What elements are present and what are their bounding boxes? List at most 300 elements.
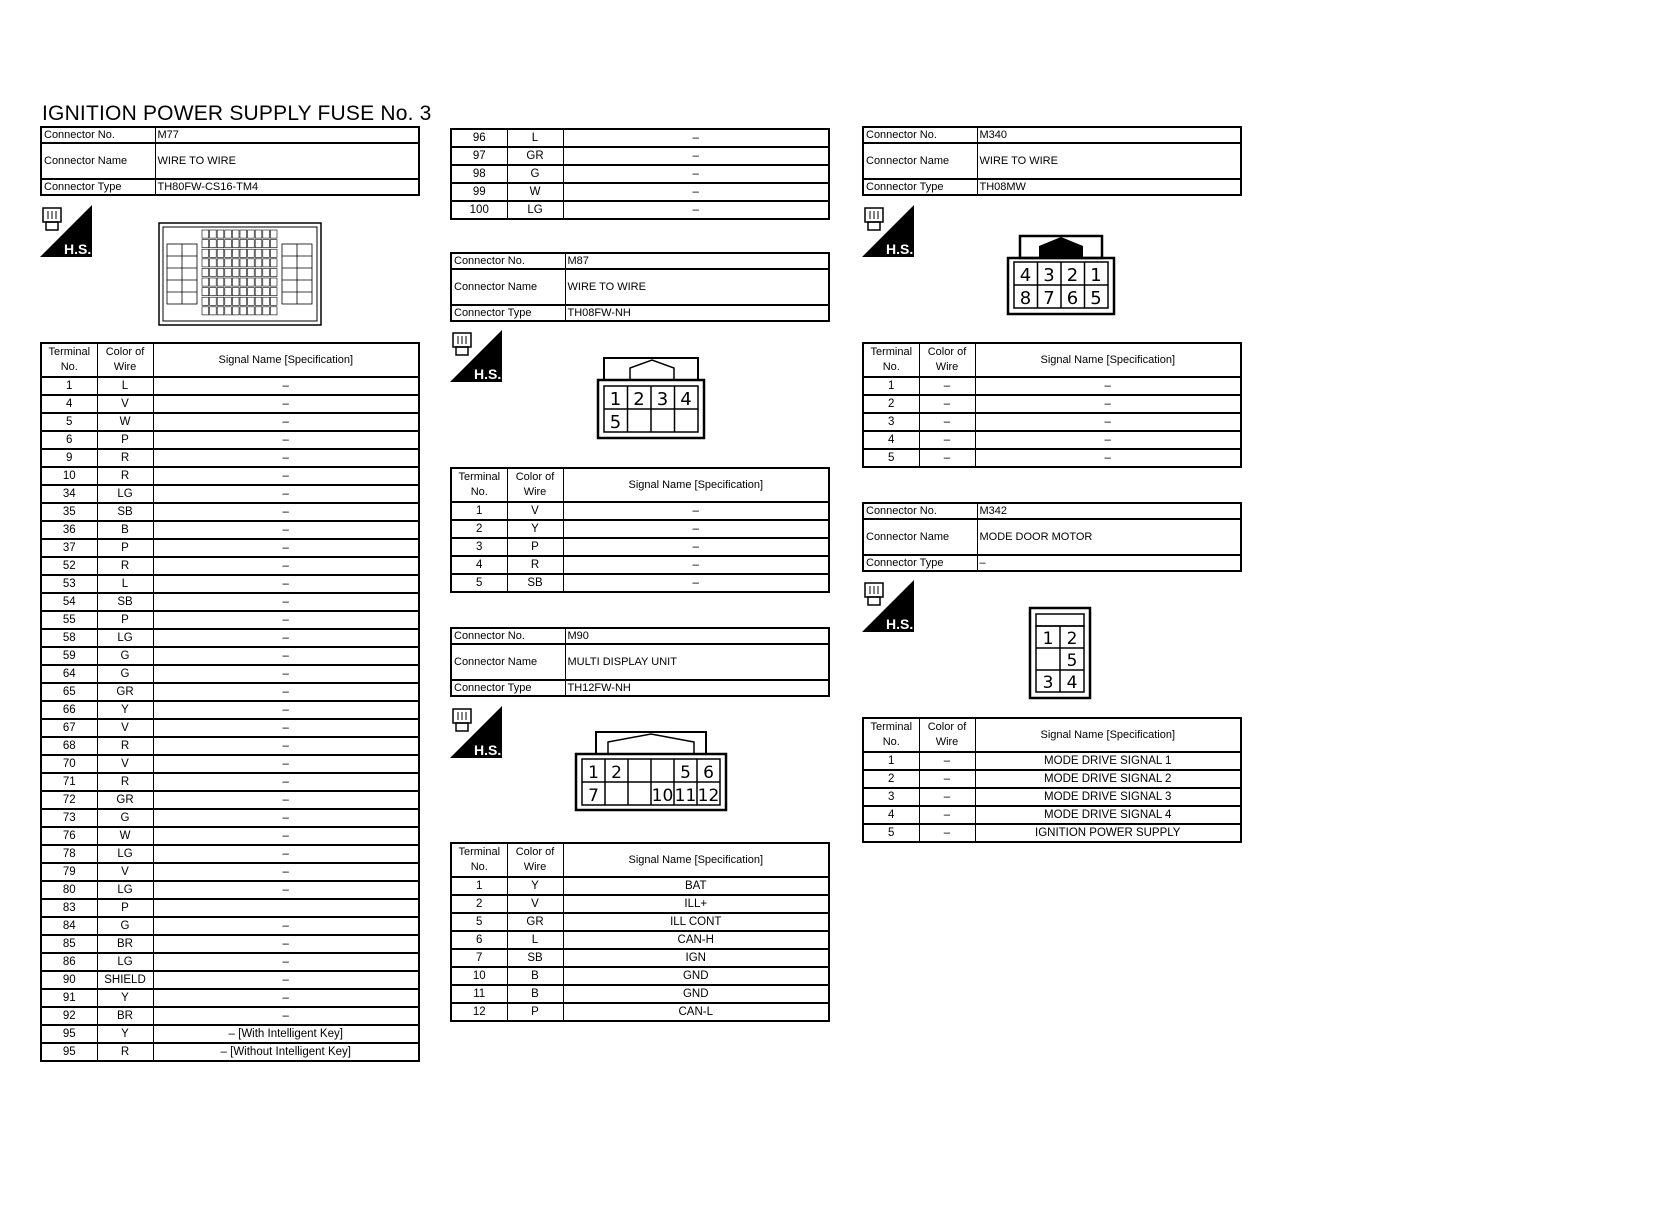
- wire-color-cell: SB: [507, 574, 563, 592]
- signal-name-cell: –: [153, 827, 419, 845]
- signal-name-cell: –: [153, 449, 419, 467]
- connector-type-value: TH80FW-CS16-TM4: [155, 179, 419, 195]
- wire-color-cell: SB: [507, 949, 563, 967]
- wire-color-cell: R: [97, 557, 153, 575]
- wire-color-cell: –: [919, 770, 975, 788]
- connector-face-m340: [1006, 234, 1116, 316]
- signal-name-cell: –: [153, 791, 419, 809]
- pin-label: 12: [697, 786, 720, 806]
- terminal-no-cell: 92: [41, 1007, 97, 1025]
- table-row: [41, 1007, 419, 1025]
- cavity-cell: [255, 259, 262, 267]
- label-connector-type: Connector Type: [863, 179, 977, 195]
- signal-name-cell: –: [153, 575, 419, 593]
- terminal-no-cell: 99: [451, 183, 507, 201]
- signal-name-cell: –: [153, 845, 419, 863]
- signal-name-cell: –: [153, 989, 419, 1007]
- table-row: [451, 1003, 829, 1021]
- signal-name-cell: –: [153, 935, 419, 953]
- signal-name-cell: GND: [563, 985, 829, 1003]
- cavity-cell: [255, 297, 262, 305]
- header-signal-name: Signal Name [Specification]: [153, 343, 419, 377]
- connector-name-value: WIRE TO WIRE: [155, 143, 419, 179]
- wire-color-cell: V: [507, 895, 563, 913]
- cavity-cell: [217, 240, 224, 248]
- label-connector-no: Connector No.: [863, 503, 977, 519]
- signal-name-cell: MODE DRIVE SIGNAL 4: [975, 806, 1241, 824]
- connector-no-value: M87: [565, 253, 829, 269]
- signal-name-cell: –: [153, 485, 419, 503]
- wire-color-cell: R: [507, 556, 563, 574]
- table-row: [451, 502, 829, 520]
- connector-no-value: M77: [155, 127, 419, 143]
- cavity-cell: [255, 288, 262, 296]
- terminal-no-cell: 64: [41, 665, 97, 683]
- table-row: [451, 165, 829, 183]
- cavity-cell: [225, 278, 232, 286]
- pin-label: 6: [703, 763, 714, 783]
- table-row: [41, 1025, 419, 1043]
- wire-color-cell: –: [919, 377, 975, 395]
- terminal-no-cell: 6: [41, 431, 97, 449]
- signal-name-cell: –: [563, 165, 829, 183]
- connector-info-m87: [450, 252, 830, 322]
- terminal-no-cell: 70: [41, 755, 97, 773]
- label-connector-no: Connector No.: [451, 253, 565, 269]
- wire-color-cell: GR: [507, 147, 563, 165]
- table-row: [41, 467, 419, 485]
- cavity-cell: [202, 230, 209, 238]
- cavity-cell: [232, 240, 239, 248]
- table-row: [863, 395, 1241, 413]
- cavity-cell: [232, 259, 239, 267]
- table-row: [41, 935, 419, 953]
- header-terminal-no: Terminal No.: [863, 343, 919, 377]
- terminal-no-cell: 5: [451, 913, 507, 931]
- signal-name-cell: –: [153, 539, 419, 557]
- header-color-of-wire: Color of Wire: [507, 843, 563, 877]
- cavity-cell: [232, 288, 239, 296]
- table-row: [41, 719, 419, 737]
- terminal-no-cell: 78: [41, 845, 97, 863]
- table-row: [41, 1043, 419, 1061]
- terminal-no-cell: 67: [41, 719, 97, 737]
- terminal-no-cell: 66: [41, 701, 97, 719]
- wire-color-cell: V: [97, 863, 153, 881]
- cavity-cell: [225, 230, 232, 238]
- wire-color-cell: V: [97, 755, 153, 773]
- cavity-cell: [217, 230, 224, 238]
- connector-type-value: TH12FW-NH: [565, 680, 829, 696]
- label-connector-name: Connector Name: [863, 143, 977, 179]
- cavity-cell: [240, 230, 247, 238]
- pin-label: 4: [680, 389, 692, 410]
- label-connector-type: Connector Type: [41, 179, 155, 195]
- signal-name-cell: IGN: [563, 949, 829, 967]
- signal-name-cell: –: [153, 773, 419, 791]
- cavity-cell: [240, 307, 247, 315]
- terminal-no-cell: 7: [451, 949, 507, 967]
- cavity-cell: [263, 230, 270, 238]
- hs-label: H.S.: [474, 366, 502, 382]
- signal-name-cell: [153, 899, 419, 917]
- terminal-no-cell: 3: [863, 788, 919, 806]
- connector-type-value: TH08MW: [977, 179, 1241, 195]
- page-title: IGNITION POWER SUPPLY FUSE No. 3: [42, 102, 432, 125]
- cavity-cell: [210, 297, 217, 305]
- header-signal-name: Signal Name [Specification]: [975, 343, 1241, 377]
- terminal-no-cell: 3: [863, 413, 919, 431]
- terminal-no-cell: 6: [451, 931, 507, 949]
- cavity-cell: [263, 307, 270, 315]
- table-row: [41, 737, 419, 755]
- terminal-no-cell: 100: [451, 201, 507, 219]
- header-color-of-wire: Color of Wire: [919, 343, 975, 377]
- table-row: [41, 539, 419, 557]
- cavity-cell: [210, 278, 217, 286]
- cavity-cell: [232, 249, 239, 257]
- connector-name-value: MODE DOOR MOTOR: [977, 519, 1241, 555]
- signal-name-cell: –: [153, 683, 419, 701]
- harness-side-icon: [862, 205, 914, 257]
- cavity-cell: [263, 297, 270, 305]
- signal-name-cell: –: [153, 395, 419, 413]
- terminal-no-cell: 96: [451, 129, 507, 147]
- terminal-no-cell: 65: [41, 683, 97, 701]
- cavity-cell: [240, 278, 247, 286]
- wire-color-cell: Y: [507, 877, 563, 895]
- wire-color-cell: SB: [97, 593, 153, 611]
- terminal-no-cell: 2: [863, 770, 919, 788]
- terminal-no-cell: 59: [41, 647, 97, 665]
- terminal-no-cell: 95: [41, 1043, 97, 1061]
- table-row: [41, 953, 419, 971]
- pin-label: 1: [1090, 265, 1102, 286]
- harness-side-icon: [450, 330, 502, 382]
- harness-side-icon: [40, 205, 92, 257]
- table-row: [451, 201, 829, 219]
- wire-color-cell: LG: [507, 201, 563, 219]
- hs-label: H.S.: [474, 742, 502, 758]
- table-row: [41, 971, 419, 989]
- cavity-cell: [217, 307, 224, 315]
- pin-label: 2: [633, 389, 645, 410]
- signal-name-cell: –: [563, 129, 829, 147]
- terminal-no-cell: 55: [41, 611, 97, 629]
- wire-color-cell: P: [97, 539, 153, 557]
- signal-table-m77: [40, 342, 420, 1062]
- table-row: [41, 593, 419, 611]
- label-connector-type: Connector Type: [863, 555, 977, 571]
- signal-name-cell: CAN-L: [563, 1003, 829, 1021]
- table-row: [41, 575, 419, 593]
- wire-color-cell: LG: [97, 881, 153, 899]
- table-row: [41, 863, 419, 881]
- table-row: [41, 755, 419, 773]
- signal-name-cell: ILL CONT: [563, 913, 829, 931]
- terminal-no-cell: 2: [451, 895, 507, 913]
- table-row: [41, 809, 419, 827]
- terminal-no-cell: 1: [41, 377, 97, 395]
- table-row: [451, 538, 829, 556]
- pin-label: 2: [1066, 265, 1079, 286]
- terminal-no-cell: 36: [41, 521, 97, 539]
- signal-name-cell: –: [975, 449, 1241, 467]
- connector-info-m77: [40, 126, 420, 196]
- signal-name-cell: –: [563, 201, 829, 219]
- table-row: [41, 917, 419, 935]
- cavity-cell: [248, 249, 255, 257]
- wire-color-cell: G: [97, 647, 153, 665]
- pin-label: 11: [674, 786, 697, 806]
- wire-color-cell: R: [97, 737, 153, 755]
- wire-color-cell: V: [97, 719, 153, 737]
- cavity-cell: [263, 249, 270, 257]
- terminal-no-cell: 1: [863, 752, 919, 770]
- cavity-cell: [225, 268, 232, 276]
- signal-name-cell: –: [153, 377, 419, 395]
- wire-color-cell: SB: [97, 503, 153, 521]
- table-row: [41, 683, 419, 701]
- wire-color-cell: Y: [97, 989, 153, 1007]
- cavity-cell: [240, 268, 247, 276]
- table-row: [41, 431, 419, 449]
- cavity-cell: [232, 268, 239, 276]
- cavity-cell: [248, 278, 255, 286]
- wire-color-cell: –: [919, 395, 975, 413]
- cavity-cell: [225, 288, 232, 296]
- pin-label: 5: [609, 412, 622, 433]
- table-row: [451, 183, 829, 201]
- table-row: [863, 377, 1241, 395]
- table-row: [451, 895, 829, 913]
- connector-type-value: –: [977, 555, 1241, 571]
- wire-color-cell: LG: [97, 629, 153, 647]
- terminal-no-cell: 73: [41, 809, 97, 827]
- label-connector-type: Connector Type: [451, 680, 565, 696]
- terminal-no-cell: 86: [41, 953, 97, 971]
- cavity-cell: [217, 249, 224, 257]
- table-row: [41, 521, 419, 539]
- terminal-no-cell: 5: [863, 449, 919, 467]
- connector-face-m87: [596, 356, 706, 440]
- terminal-no-cell: 80: [41, 881, 97, 899]
- terminal-no-cell: 79: [41, 863, 97, 881]
- signal-name-cell: –: [563, 502, 829, 520]
- cavity-cell: [263, 259, 270, 267]
- terminal-no-cell: 52: [41, 557, 97, 575]
- terminal-no-cell: 5: [451, 574, 507, 592]
- wire-color-cell: G: [97, 809, 153, 827]
- wire-color-cell: BR: [97, 1007, 153, 1025]
- signal-name-cell: –: [153, 1007, 419, 1025]
- wire-color-cell: GR: [97, 683, 153, 701]
- wire-color-cell: –: [919, 824, 975, 842]
- wire-color-cell: –: [919, 806, 975, 824]
- wire-color-cell: –: [919, 752, 975, 770]
- terminal-no-cell: 11: [451, 985, 507, 1003]
- terminal-no-cell: 1: [451, 502, 507, 520]
- table-row: [451, 556, 829, 574]
- cavity-cell: [248, 297, 255, 305]
- terminal-no-cell: 2: [451, 520, 507, 538]
- cavity-cell: [217, 278, 224, 286]
- wire-color-cell: L: [97, 377, 153, 395]
- terminal-no-cell: 90: [41, 971, 97, 989]
- table-row: [863, 431, 1241, 449]
- terminal-no-cell: 4: [863, 431, 919, 449]
- signal-table-m77-continued: [450, 128, 830, 220]
- cavity-cell: [217, 259, 224, 267]
- wire-color-cell: G: [97, 665, 153, 683]
- signal-name-cell: CAN-H: [563, 931, 829, 949]
- signal-name-cell: –: [153, 629, 419, 647]
- pin-label: 2: [1066, 629, 1078, 649]
- signal-name-cell: GND: [563, 967, 829, 985]
- terminal-no-cell: 4: [41, 395, 97, 413]
- table-row: [41, 449, 419, 467]
- signal-name-cell: –: [153, 557, 419, 575]
- connector-face-m90: [574, 730, 728, 812]
- signal-table-m340: [862, 342, 1242, 468]
- terminal-no-cell: 2: [863, 395, 919, 413]
- terminal-no-cell: 37: [41, 539, 97, 557]
- wire-color-cell: LG: [97, 485, 153, 503]
- wire-color-cell: B: [507, 967, 563, 985]
- pin-label: 4: [1066, 673, 1078, 693]
- table-row: [41, 881, 419, 899]
- wire-color-cell: L: [507, 129, 563, 147]
- cavity-cell: [202, 297, 209, 305]
- signal-table-m342: [862, 717, 1242, 843]
- cavity-cell: [202, 249, 209, 257]
- signal-name-cell: BAT: [563, 877, 829, 895]
- table-row: [41, 629, 419, 647]
- wire-color-cell: BR: [97, 935, 153, 953]
- pin-label: 1: [609, 389, 622, 410]
- terminal-no-cell: 84: [41, 917, 97, 935]
- table-row: [451, 574, 829, 592]
- signal-name-cell: –: [153, 701, 419, 719]
- wire-color-cell: P: [97, 899, 153, 917]
- pin-label: 3: [656, 389, 669, 410]
- table-row: [451, 877, 829, 895]
- wire-color-cell: –: [919, 449, 975, 467]
- cavity-cell: [232, 230, 239, 238]
- signal-name-cell: –: [975, 377, 1241, 395]
- signal-name-cell: –: [153, 971, 419, 989]
- header-signal-name: Signal Name [Specification]: [563, 843, 829, 877]
- signal-name-cell: – [Without Intelligent Key]: [153, 1043, 419, 1061]
- header-signal-name: Signal Name [Specification]: [975, 718, 1241, 752]
- terminal-no-cell: 98: [451, 165, 507, 183]
- signal-name-cell: –: [975, 413, 1241, 431]
- header-color-of-wire: Color of Wire: [507, 468, 563, 502]
- table-row: [41, 827, 419, 845]
- label-connector-name: Connector Name: [41, 143, 155, 179]
- cavity-cell: [248, 288, 255, 296]
- signal-name-cell: –: [153, 737, 419, 755]
- wire-color-cell: R: [97, 1043, 153, 1061]
- signal-name-cell: –: [563, 556, 829, 574]
- cavity-cell: [210, 230, 217, 238]
- terminal-no-cell: 3: [451, 538, 507, 556]
- cavity-cell: [248, 230, 255, 238]
- terminal-no-cell: 54: [41, 593, 97, 611]
- wire-color-cell: P: [97, 431, 153, 449]
- wire-color-cell: Y: [507, 520, 563, 538]
- header-color-of-wire: Color of Wire: [919, 718, 975, 752]
- pin-label: 4: [1019, 265, 1032, 286]
- connector-name-value: WIRE TO WIRE: [977, 143, 1241, 179]
- wire-color-cell: L: [507, 931, 563, 949]
- cavity-cell: [255, 307, 262, 315]
- cavity-cell: [202, 288, 209, 296]
- signal-name-cell: IGNITION POWER SUPPLY: [975, 824, 1241, 842]
- pin-label: 5: [1066, 651, 1078, 671]
- signal-name-cell: –: [153, 953, 419, 971]
- header-terminal-no: Terminal No.: [41, 343, 97, 377]
- connector-no-value: M90: [565, 628, 829, 644]
- label-connector-no: Connector No.: [451, 628, 565, 644]
- cavity-cell: [232, 307, 239, 315]
- signal-name-cell: –: [563, 183, 829, 201]
- pin-label: 10: [651, 786, 674, 806]
- wire-color-cell: V: [507, 502, 563, 520]
- cavity-cell: [263, 288, 270, 296]
- table-row: [863, 824, 1241, 842]
- cavity-cell: [248, 259, 255, 267]
- wire-color-cell: G: [97, 917, 153, 935]
- cavity-cell: [263, 278, 270, 286]
- terminal-no-cell: 4: [451, 556, 507, 574]
- cavity-cell: [210, 307, 217, 315]
- cavity-cell: [270, 288, 277, 296]
- harness-side-icon: [450, 706, 502, 758]
- table-row: [41, 845, 419, 863]
- signal-name-cell: –: [153, 593, 419, 611]
- header-color-of-wire: Color of Wire: [97, 343, 153, 377]
- table-row: [41, 791, 419, 809]
- pin-label: 1: [1042, 629, 1054, 649]
- table-row: [41, 701, 419, 719]
- signal-name-cell: –: [153, 647, 419, 665]
- pin-label: 8: [1019, 288, 1032, 309]
- signal-name-cell: –: [153, 719, 419, 737]
- terminal-no-cell: 5: [863, 824, 919, 842]
- cavity-cell: [270, 307, 277, 315]
- table-row: [41, 557, 419, 575]
- wire-color-cell: LG: [97, 953, 153, 971]
- table-row: [863, 413, 1241, 431]
- header-terminal-no: Terminal No.: [451, 468, 507, 502]
- table-row: [41, 377, 419, 395]
- signal-name-cell: –: [975, 431, 1241, 449]
- terminal-no-cell: 97: [451, 147, 507, 165]
- wire-color-cell: P: [507, 538, 563, 556]
- terminal-no-cell: 1: [863, 377, 919, 395]
- cavity-cell: [270, 297, 277, 305]
- signal-name-cell: –: [153, 809, 419, 827]
- table-row: [41, 773, 419, 791]
- terminal-no-cell: 85: [41, 935, 97, 953]
- signal-name-cell: MODE DRIVE SIGNAL 2: [975, 770, 1241, 788]
- table-row: [41, 395, 419, 413]
- cavity-cell: [202, 268, 209, 276]
- table-row: [863, 806, 1241, 824]
- terminal-no-cell: 83: [41, 899, 97, 917]
- table-row: [41, 665, 419, 683]
